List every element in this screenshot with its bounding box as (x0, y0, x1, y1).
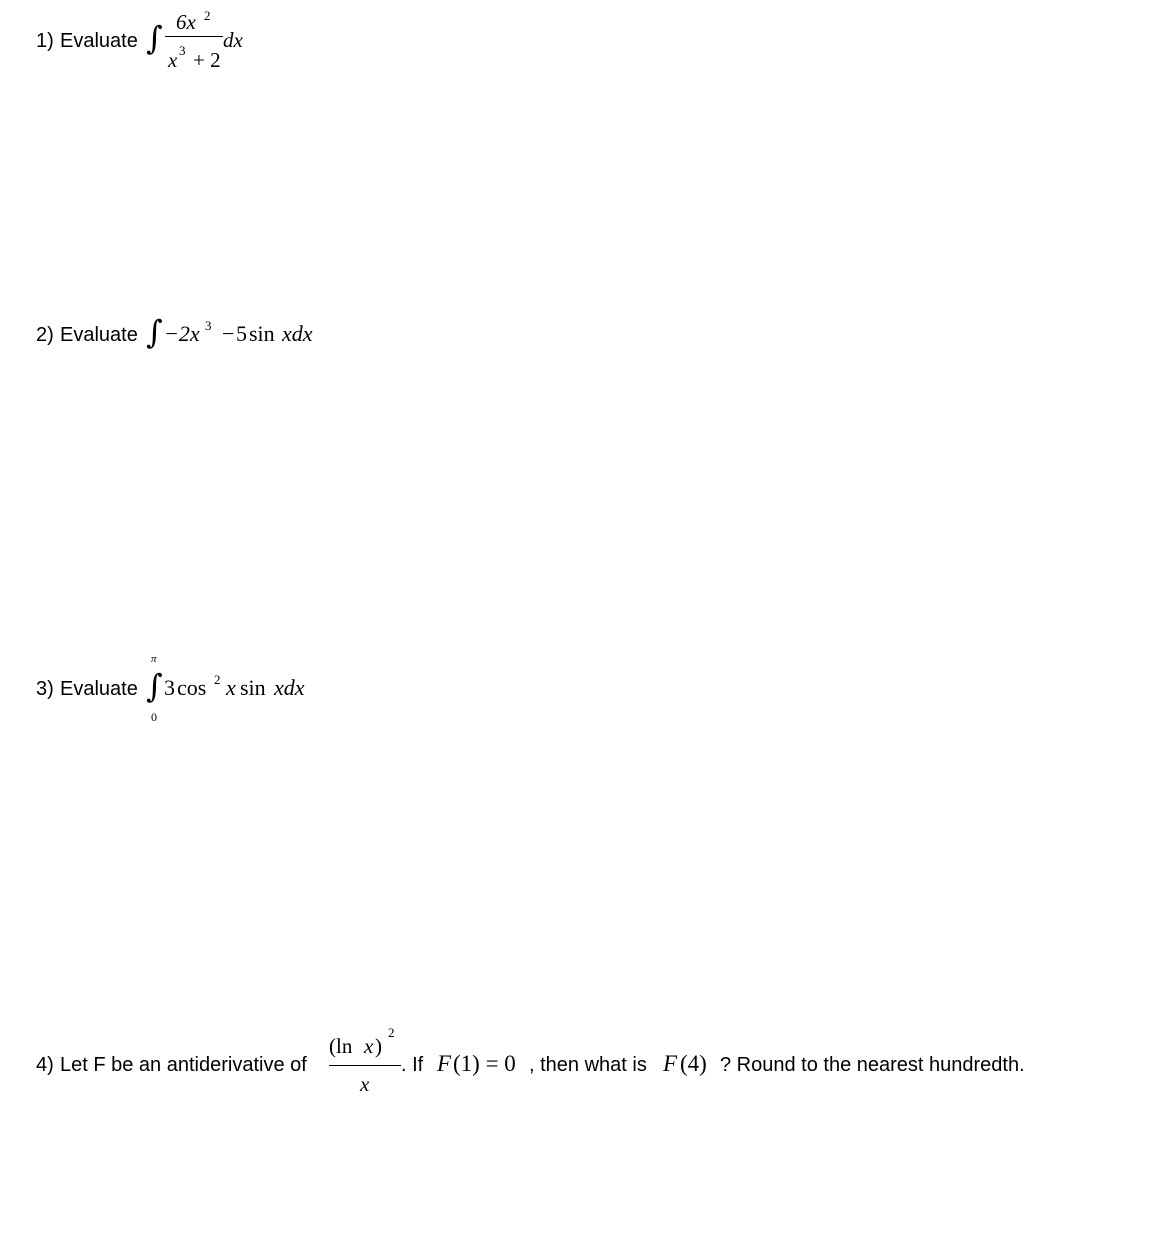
fraction-numerator-close: ) (375, 1034, 382, 1058)
target-value: (4) (680, 1051, 707, 1076)
fraction-bar (329, 1065, 401, 1066)
coefficient: 3 (164, 675, 175, 700)
operator: − (222, 321, 235, 346)
question-1-number: 1) (36, 30, 54, 52)
question-4-text-then: , then what is (529, 1054, 647, 1076)
fraction-numerator-open: (ln (329, 1034, 353, 1058)
term1-exponent: 3 (205, 318, 212, 333)
question-4-text-after: ? Round to the nearest hundredth. (720, 1054, 1025, 1076)
denominator-rest: + 2 (193, 48, 221, 72)
condition-value: (1) = 0 (453, 1051, 516, 1076)
question-3-number: 3) (36, 678, 54, 700)
integral-sign: ∫ (146, 19, 163, 57)
fraction-numerator-exponent: 2 (388, 1025, 395, 1040)
function-sin: sin (249, 321, 275, 346)
denominator-base: x (168, 48, 178, 72)
question-4-text-if: . If (401, 1054, 424, 1076)
argument: xdx (282, 321, 313, 346)
question-2-prefix: Evaluate (60, 324, 138, 346)
fraction-bar (165, 36, 223, 37)
question-4-number: 4) (36, 1054, 54, 1076)
differential: dx (223, 28, 243, 52)
lower-limit: 0 (151, 710, 157, 724)
coefficient: 5 (236, 321, 247, 346)
condition-function: F (437, 1051, 452, 1076)
cos-exponent: 2 (214, 672, 221, 687)
integral-sign: ∫ (146, 667, 163, 705)
question-1-prefix: Evaluate (60, 30, 138, 52)
question-4-text-before: Let F be an antiderivative of (60, 1054, 307, 1076)
numerator-exponent: 2 (204, 8, 211, 23)
question-3-prefix: Evaluate (60, 678, 138, 700)
target-function: F (663, 1051, 678, 1076)
integral-sign: ∫ (146, 313, 163, 351)
function-cos: cos (177, 675, 207, 700)
upper-limit: π (151, 653, 157, 665)
variable: x (226, 675, 236, 700)
term1: −2x (164, 321, 200, 346)
fraction-numerator-var: x (364, 1034, 374, 1058)
function-sin: sin (240, 675, 266, 700)
denominator-exponent: 3 (179, 43, 186, 58)
argument: xdx (274, 675, 305, 700)
fraction-denominator: x (360, 1072, 370, 1096)
numerator: 6x (176, 10, 196, 34)
question-2-number: 2) (36, 324, 54, 346)
